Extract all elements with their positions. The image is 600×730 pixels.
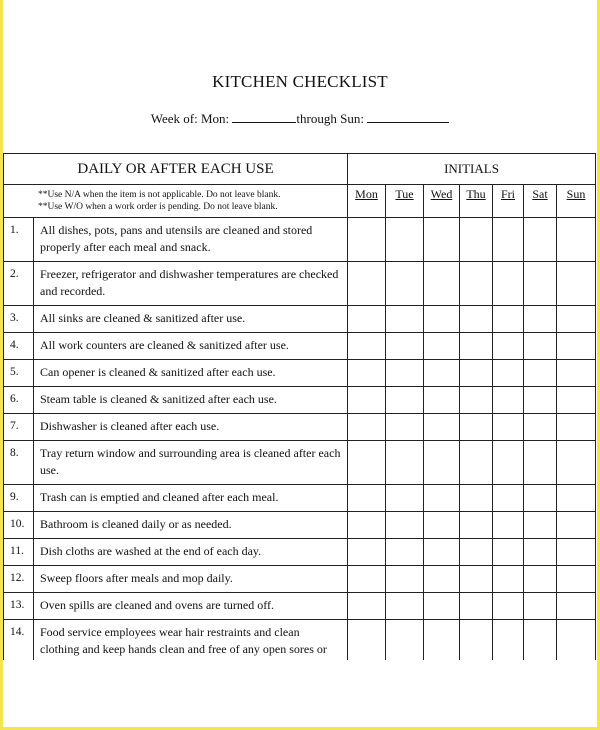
note-na: **Use N/A when the item is not applicable. Do not leave blank. — [38, 190, 281, 200]
initial-cell-wed[interactable] — [424, 387, 460, 414]
task-row — [4, 593, 596, 620]
initial-cell-wed[interactable] — [424, 262, 460, 306]
initial-cell-fri[interactable] — [493, 387, 524, 414]
initial-cell-fri[interactable] — [493, 512, 524, 539]
initial-cell-sun[interactable] — [557, 485, 596, 512]
initial-cell-sun[interactable] — [557, 414, 596, 441]
week-start-blank[interactable] — [232, 110, 296, 123]
initial-cell-mon[interactable] — [348, 414, 386, 441]
initial-cell-sun[interactable] — [557, 441, 596, 485]
initial-cell-mon[interactable] — [348, 262, 386, 306]
day-header-sun: Sun — [557, 185, 596, 218]
initial-cell-tue[interactable] — [386, 539, 424, 566]
initial-cell-mon[interactable] — [348, 333, 386, 360]
initial-cell-tue[interactable] — [386, 441, 424, 485]
initial-cell-wed[interactable] — [424, 414, 460, 441]
week-line — [3, 110, 597, 127]
initial-cell-tue[interactable] — [386, 566, 424, 593]
initial-cell-wed[interactable] — [424, 539, 460, 566]
initial-cell-thu[interactable] — [460, 262, 493, 306]
task-row — [4, 414, 596, 441]
initial-cell-fri[interactable] — [493, 593, 524, 620]
day-header-fri: Fri — [493, 185, 524, 218]
task-row — [4, 539, 596, 566]
task-number: 1. — [4, 218, 34, 262]
checklist-page — [3, 0, 597, 727]
initial-cell-wed[interactable] — [424, 333, 460, 360]
initial-cell-sat[interactable] — [524, 566, 557, 593]
task-number: 3. — [4, 306, 34, 333]
initial-cell-fri[interactable] — [493, 333, 524, 360]
initial-cell-sun[interactable] — [557, 593, 596, 620]
task-text: Freezer, refrigerator and dishwasher temperatures are checked and recorded. — [34, 262, 348, 306]
task-text: Food service employees wear hair restraints and clean clothing and keep hands clean and free of any open sores or — [34, 620, 348, 680]
initial-cell-sat[interactable] — [524, 262, 557, 306]
initial-cell-fri[interactable] — [493, 566, 524, 593]
initial-cell-tue[interactable] — [386, 333, 424, 360]
initial-cell-thu[interactable] — [460, 539, 493, 566]
task-text: Oven spills are cleaned and ovens are turned off. — [34, 593, 348, 620]
initial-cell-mon[interactable] — [348, 360, 386, 387]
initial-cell-wed[interactable] — [424, 441, 460, 485]
initial-cell-mon[interactable] — [348, 306, 386, 333]
page-title: KITCHEN CHECKLIST — [212, 72, 388, 91]
initial-cell-thu[interactable] — [460, 387, 493, 414]
initial-cell-sun[interactable] — [557, 566, 596, 593]
task-text: All work counters are cleaned & sanitized after use. — [34, 333, 348, 360]
initial-cell-tue[interactable] — [386, 262, 424, 306]
initial-cell-sat[interactable] — [524, 539, 557, 566]
task-number: 7. — [4, 414, 34, 441]
initial-cell-sat[interactable] — [524, 387, 557, 414]
initial-cell-mon[interactable] — [348, 566, 386, 593]
task-text: Tray return window and surrounding area is cleaned after each use. — [34, 441, 348, 485]
initial-cell-tue[interactable] — [386, 306, 424, 333]
checklist-table — [3, 153, 596, 680]
initial-cell-wed[interactable] — [424, 512, 460, 539]
task-text: Trash can is emptied and cleaned after each meal. — [34, 485, 348, 512]
task-number: 6. — [4, 387, 34, 414]
initial-cell-thu[interactable] — [460, 593, 493, 620]
initial-cell-thu[interactable] — [460, 566, 493, 593]
initial-cell-thu[interactable] — [460, 485, 493, 512]
initial-cell-sat[interactable] — [524, 414, 557, 441]
through-label: through Sun: — [296, 111, 364, 126]
task-row — [4, 333, 596, 360]
initial-cell-fri[interactable] — [493, 262, 524, 306]
notes-row — [4, 185, 596, 218]
week-of-label: Week of: Mon: — [150, 111, 230, 126]
initial-cell-wed[interactable] — [424, 566, 460, 593]
initial-cell-tue[interactable] — [386, 218, 424, 262]
initial-cell-sat[interactable] — [524, 360, 557, 387]
task-number: 9. — [4, 485, 34, 512]
initial-cell-thu[interactable] — [460, 414, 493, 441]
task-number: 12. — [4, 566, 34, 593]
task-row — [4, 218, 596, 262]
day-header-sat: Sat — [524, 185, 557, 218]
initial-cell-wed[interactable] — [424, 218, 460, 262]
initial-cell-sat[interactable] — [524, 485, 557, 512]
task-text: All sinks are cleaned & sanitized after use. — [34, 306, 348, 333]
task-row — [4, 566, 596, 593]
initial-cell-fri[interactable] — [493, 414, 524, 441]
day-header-thu: Thu — [460, 185, 493, 218]
task-number: 8. — [4, 441, 34, 485]
initial-cell-mon[interactable] — [348, 593, 386, 620]
initial-cell-fri[interactable] — [493, 441, 524, 485]
initial-cell-tue[interactable] — [386, 593, 424, 620]
initial-cell-mon[interactable] — [348, 387, 386, 414]
initial-cell-sat[interactable] — [524, 333, 557, 360]
task-number: 10. — [4, 512, 34, 539]
initial-cell-fri[interactable] — [493, 306, 524, 333]
initial-cell-fri[interactable] — [493, 539, 524, 566]
initial-cell-sun[interactable] — [557, 512, 596, 539]
initial-cell-wed[interactable] — [424, 485, 460, 512]
initial-cell-sun[interactable] — [557, 387, 596, 414]
initial-cell-sat[interactable] — [524, 218, 557, 262]
initial-cell-thu[interactable] — [460, 218, 493, 262]
initial-cell-mon[interactable] — [348, 441, 386, 485]
initial-cell-fri[interactable] — [493, 218, 524, 262]
task-text: Can opener is cleaned & sanitized after each use. — [34, 360, 348, 387]
task-number: 4. — [4, 333, 34, 360]
task-row — [4, 387, 596, 414]
task-number: 14. — [4, 620, 34, 680]
initial-cell-tue[interactable] — [386, 414, 424, 441]
initial-cell-tue[interactable] — [386, 360, 424, 387]
header-row — [4, 154, 596, 185]
day-header-wed: Wed — [424, 185, 460, 218]
week-end-blank[interactable] — [367, 110, 449, 123]
initial-cell-sun[interactable] — [557, 539, 596, 566]
initial-cell-thu[interactable] — [460, 306, 493, 333]
task-row — [4, 306, 596, 333]
task-row — [4, 441, 596, 485]
initial-cell-thu[interactable] — [460, 512, 493, 539]
initial-cell-wed[interactable] — [424, 306, 460, 333]
initial-cell-sun[interactable] — [557, 306, 596, 333]
day-header-tue: Tue — [386, 185, 424, 218]
initial-cell-tue[interactable] — [386, 485, 424, 512]
initial-cell-sun[interactable] — [557, 262, 596, 306]
initial-cell-sat[interactable] — [524, 306, 557, 333]
task-text: Dish cloths are washed at the end of each day. — [34, 539, 348, 566]
task-text: Dishwasher is cleaned after each use. — [34, 414, 348, 441]
task-text: Steam table is cleaned & sanitized after each use. — [34, 387, 348, 414]
note-wo: **Use W/O when a work order is pending. Do not leave blank. — [38, 202, 278, 212]
task-row — [4, 512, 596, 539]
initial-cell-fri[interactable] — [493, 360, 524, 387]
initial-cell-sun[interactable] — [557, 360, 596, 387]
initial-cell-wed[interactable] — [424, 593, 460, 620]
task-text: Sweep floors after meals and mop daily. — [34, 566, 348, 593]
initial-cell-sat[interactable] — [524, 512, 557, 539]
task-row — [4, 485, 596, 512]
initial-cell-thu[interactable] — [460, 441, 493, 485]
initial-cell-sat[interactable] — [524, 593, 557, 620]
initial-cell-tue[interactable] — [386, 512, 424, 539]
daily-header: DAILY OR AFTER EACH USE — [4, 154, 348, 185]
task-number: 13. — [4, 593, 34, 620]
day-header-mon: Mon — [348, 185, 386, 218]
task-number: 5. — [4, 360, 34, 387]
initials-header: INITIALS — [348, 154, 596, 185]
initial-cell-wed[interactable] — [424, 360, 460, 387]
initial-cell-sat[interactable] — [524, 441, 557, 485]
initial-cell-mon[interactable] — [348, 485, 386, 512]
task-number: 11. — [4, 539, 34, 566]
initial-cell-mon[interactable] — [348, 512, 386, 539]
initial-cell-mon[interactable] — [348, 539, 386, 566]
instruction-notes — [4, 185, 348, 218]
task-text: All dishes, pots, pans and utensils are cleaned and stored properly after each meal and snack. — [34, 218, 348, 262]
task-row — [4, 262, 596, 306]
page-bottom-margin — [3, 660, 597, 727]
initial-cell-tue[interactable] — [386, 387, 424, 414]
task-row — [4, 360, 596, 387]
task-number: 2. — [4, 262, 34, 306]
initial-cell-thu[interactable] — [460, 333, 493, 360]
initial-cell-sun[interactable] — [557, 218, 596, 262]
initial-cell-sun[interactable] — [557, 333, 596, 360]
initial-cell-mon[interactable] — [348, 218, 386, 262]
initial-cell-fri[interactable] — [493, 485, 524, 512]
task-text: Bathroom is cleaned daily or as needed. — [34, 512, 348, 539]
initial-cell-thu[interactable] — [460, 360, 493, 387]
